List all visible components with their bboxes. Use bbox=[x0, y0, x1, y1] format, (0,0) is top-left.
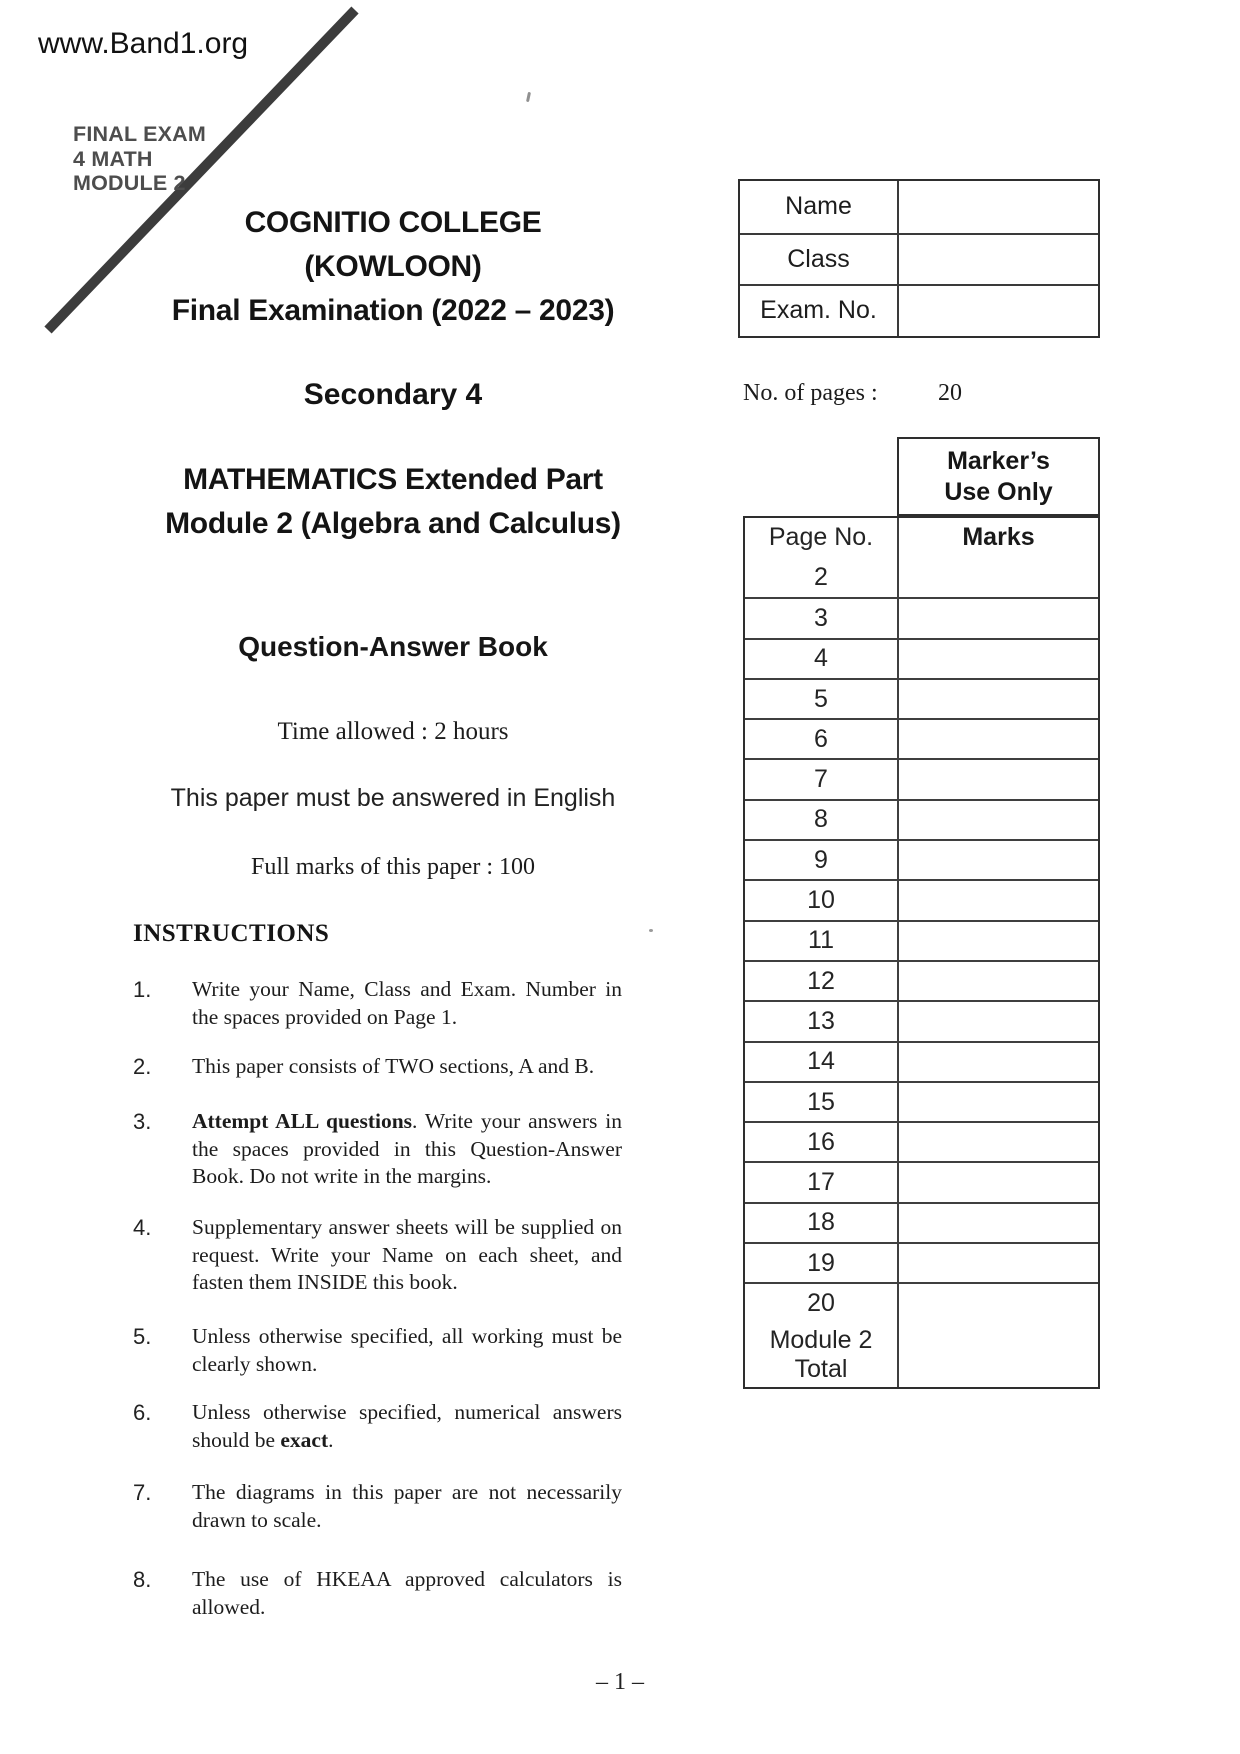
exam-no-label: Exam. No. bbox=[740, 286, 899, 336]
name-value-cell bbox=[899, 181, 1098, 233]
page-no-cell: 5 bbox=[745, 680, 899, 718]
candidate-row-exam-no bbox=[740, 284, 1098, 336]
marks-table-row bbox=[745, 1161, 1098, 1201]
page-no-cell: 2 bbox=[745, 557, 899, 597]
instruction-number: 4. bbox=[133, 1215, 152, 1240]
page-no-cell: 12 bbox=[745, 962, 899, 1000]
candidate-row-name bbox=[740, 181, 1098, 233]
marks-table-row bbox=[745, 597, 1098, 637]
page-no-cell: 3 bbox=[745, 599, 899, 637]
instruction-text-part: Write your Name, Class and Exam. Number in the spaces provided on Page 1. bbox=[192, 977, 622, 1029]
instruction-item bbox=[133, 976, 625, 1031]
instruction-text-part: . bbox=[328, 1427, 334, 1452]
marks-cell bbox=[899, 881, 1098, 919]
markers-use-only-line: Marker’s bbox=[947, 446, 1050, 475]
instruction-number: 7. bbox=[133, 1480, 152, 1505]
scan-artifact bbox=[526, 92, 531, 102]
marks-table-header-row bbox=[745, 518, 1098, 557]
module-total-label bbox=[745, 1323, 899, 1387]
marks-table-row bbox=[745, 1202, 1098, 1242]
marks-cell bbox=[899, 841, 1098, 879]
instruction-text bbox=[192, 1053, 622, 1081]
instruction-number: 1. bbox=[133, 977, 152, 1002]
marks-table-row bbox=[745, 557, 1098, 597]
marks-cell bbox=[899, 1123, 1098, 1161]
instruction-text bbox=[192, 1108, 622, 1191]
language-note: This paper must be answered in English bbox=[170, 784, 616, 812]
marks-cell bbox=[899, 801, 1098, 839]
page-no-cell: 18 bbox=[745, 1204, 899, 1242]
scan-artifact bbox=[649, 929, 653, 932]
marks-cell bbox=[899, 1083, 1098, 1121]
marks-table-row bbox=[745, 799, 1098, 839]
instruction-text-bold: Attempt ALL questions bbox=[192, 1109, 413, 1133]
instruction-text bbox=[192, 976, 622, 1031]
instruction-item bbox=[133, 1399, 625, 1454]
page-no-cell: 4 bbox=[745, 640, 899, 678]
page-no-cell: 6 bbox=[745, 720, 899, 758]
page-no-cell: 20 bbox=[745, 1284, 899, 1322]
instruction-item bbox=[133, 1053, 625, 1081]
instruction-text bbox=[192, 1214, 622, 1297]
instruction-text-part: This paper consists of TWO sections, A and B. bbox=[192, 1054, 595, 1078]
corner-label-line: 4 MATH bbox=[73, 146, 153, 171]
secondary-level: Secondary 4 bbox=[303, 378, 483, 411]
instructions-heading: INSTRUCTIONS bbox=[133, 920, 330, 947]
corner-label-line: FINAL EXAM bbox=[73, 122, 206, 146]
marks-table-row bbox=[745, 1081, 1098, 1121]
module-total-label-line: Total bbox=[794, 1354, 848, 1383]
page-no-cell: 11 bbox=[745, 922, 899, 960]
marks-table-row bbox=[745, 920, 1098, 960]
page-no-column-header: Page No. bbox=[745, 518, 899, 557]
marks-table-row bbox=[745, 960, 1098, 1000]
subject-line: MATHEMATICS Extended Part bbox=[183, 463, 603, 496]
instruction-item bbox=[133, 1323, 625, 1378]
time-allowed: Time allowed : 2 hours bbox=[277, 718, 509, 745]
markers-use-only-box bbox=[897, 437, 1100, 516]
instruction-text bbox=[192, 1479, 622, 1534]
no-of-pages-label: No. of pages : bbox=[743, 380, 878, 406]
marks-cell bbox=[899, 1163, 1098, 1201]
name-label: Name bbox=[740, 181, 899, 233]
marks-table-row bbox=[745, 1242, 1098, 1282]
class-value-cell bbox=[899, 235, 1098, 285]
subject-title bbox=[115, 458, 671, 546]
exam-corner-label bbox=[73, 122, 206, 196]
page-number-footer: – 1 – bbox=[596, 1669, 644, 1695]
marks-cell bbox=[899, 1244, 1098, 1282]
marks-cell bbox=[899, 640, 1098, 678]
marks-cell bbox=[899, 599, 1098, 637]
instruction-text-part: The diagrams in this paper are not necessarily drawn to scale. bbox=[192, 1480, 622, 1532]
module-total-marks-cell bbox=[899, 1323, 1098, 1387]
instruction-item bbox=[133, 1108, 625, 1191]
page-no-cell: 17 bbox=[745, 1163, 899, 1201]
marks-cell bbox=[899, 1002, 1098, 1040]
instruction-text bbox=[192, 1566, 622, 1621]
class-label: Class bbox=[740, 235, 899, 285]
school-title bbox=[115, 201, 671, 333]
marks-cell bbox=[899, 1284, 1098, 1322]
instruction-number: 8. bbox=[133, 1567, 152, 1592]
marks-table-row bbox=[745, 678, 1098, 718]
marks-cell bbox=[899, 1043, 1098, 1081]
instruction-number: 2. bbox=[133, 1054, 152, 1079]
page-no-cell: 16 bbox=[745, 1123, 899, 1161]
page-no-cell: 9 bbox=[745, 841, 899, 879]
exam-no-value-cell bbox=[899, 286, 1098, 336]
marks-table-row bbox=[745, 1000, 1098, 1040]
marks-table-row bbox=[745, 718, 1098, 758]
markers-use-only-line: Use Only bbox=[944, 477, 1053, 506]
full-marks-note: Full marks of this paper : 100 bbox=[251, 854, 535, 880]
page-no-cell: 10 bbox=[745, 881, 899, 919]
marks-table bbox=[743, 516, 1100, 1389]
candidate-row-class bbox=[740, 233, 1098, 285]
instruction-item bbox=[133, 1214, 625, 1297]
watermark-band1: www.Band1.org bbox=[38, 27, 249, 60]
candidate-info-table bbox=[738, 179, 1100, 338]
page-no-cell: 15 bbox=[745, 1083, 899, 1121]
marks-cell bbox=[899, 557, 1098, 597]
page-no-cell: 13 bbox=[745, 1002, 899, 1040]
instruction-number: 3. bbox=[133, 1109, 152, 1134]
marks-cell bbox=[899, 760, 1098, 798]
marks-table-row bbox=[745, 638, 1098, 678]
marks-cell bbox=[899, 922, 1098, 960]
page-no-cell: 14 bbox=[745, 1043, 899, 1081]
school-name-line: COGNITIO COLLEGE bbox=[244, 206, 542, 239]
instruction-text-part: The use of HKEAA approved calculators is allowed. bbox=[192, 1567, 622, 1619]
page-no-cell: 8 bbox=[745, 801, 899, 839]
instruction-text-part: Unless otherwise specified, all working must be clearly shown. bbox=[192, 1324, 622, 1376]
instruction-text-part: Unless otherwise specified, numerical answers should be bbox=[192, 1400, 622, 1452]
marks-cell bbox=[899, 1204, 1098, 1242]
question-answer-book-title: Question-Answer Book bbox=[238, 631, 548, 662]
marks-column-header: Marks bbox=[962, 523, 1035, 551]
school-location-line: (KOWLOON) bbox=[304, 250, 482, 283]
page-no-cell: 19 bbox=[745, 1244, 899, 1282]
marks-table-row bbox=[745, 1041, 1098, 1081]
exam-title-line: Final Examination (2022 – 2023) bbox=[171, 294, 615, 327]
instruction-number: 5. bbox=[133, 1324, 152, 1349]
marks-cell bbox=[899, 962, 1098, 1000]
instruction-text-part: . Write your answers in the spaces provided in this Question-Answer Book. Do not write in the margins. bbox=[192, 1109, 622, 1188]
marks-table-row bbox=[745, 1282, 1098, 1322]
instruction-number: 6. bbox=[133, 1400, 152, 1425]
instruction-item bbox=[133, 1479, 625, 1534]
marks-table-row bbox=[745, 839, 1098, 879]
subject-line: Module 2 (Algebra and Calculus) bbox=[165, 507, 621, 540]
instruction-item bbox=[133, 1566, 625, 1621]
marks-cell bbox=[899, 720, 1098, 758]
instruction-text-part: Supplementary answer sheets will be supplied on request. Write your Name on each sheet, and fasten them INSIDE this book. bbox=[192, 1215, 622, 1294]
marks-table-row bbox=[745, 879, 1098, 919]
instruction-text bbox=[192, 1399, 622, 1454]
page-no-cell: 7 bbox=[745, 760, 899, 798]
marks-table-row bbox=[745, 1121, 1098, 1161]
module-total-label-line: Module 2 bbox=[769, 1325, 873, 1354]
corner-label-line: MODULE 2 bbox=[73, 171, 186, 195]
instruction-text-bold: exact bbox=[280, 1427, 329, 1452]
no-of-pages-value: 20 bbox=[938, 380, 962, 406]
instruction-text bbox=[192, 1323, 622, 1378]
marks-cell bbox=[899, 680, 1098, 718]
module-total-row bbox=[745, 1323, 1098, 1387]
marks-table-row bbox=[745, 758, 1098, 798]
